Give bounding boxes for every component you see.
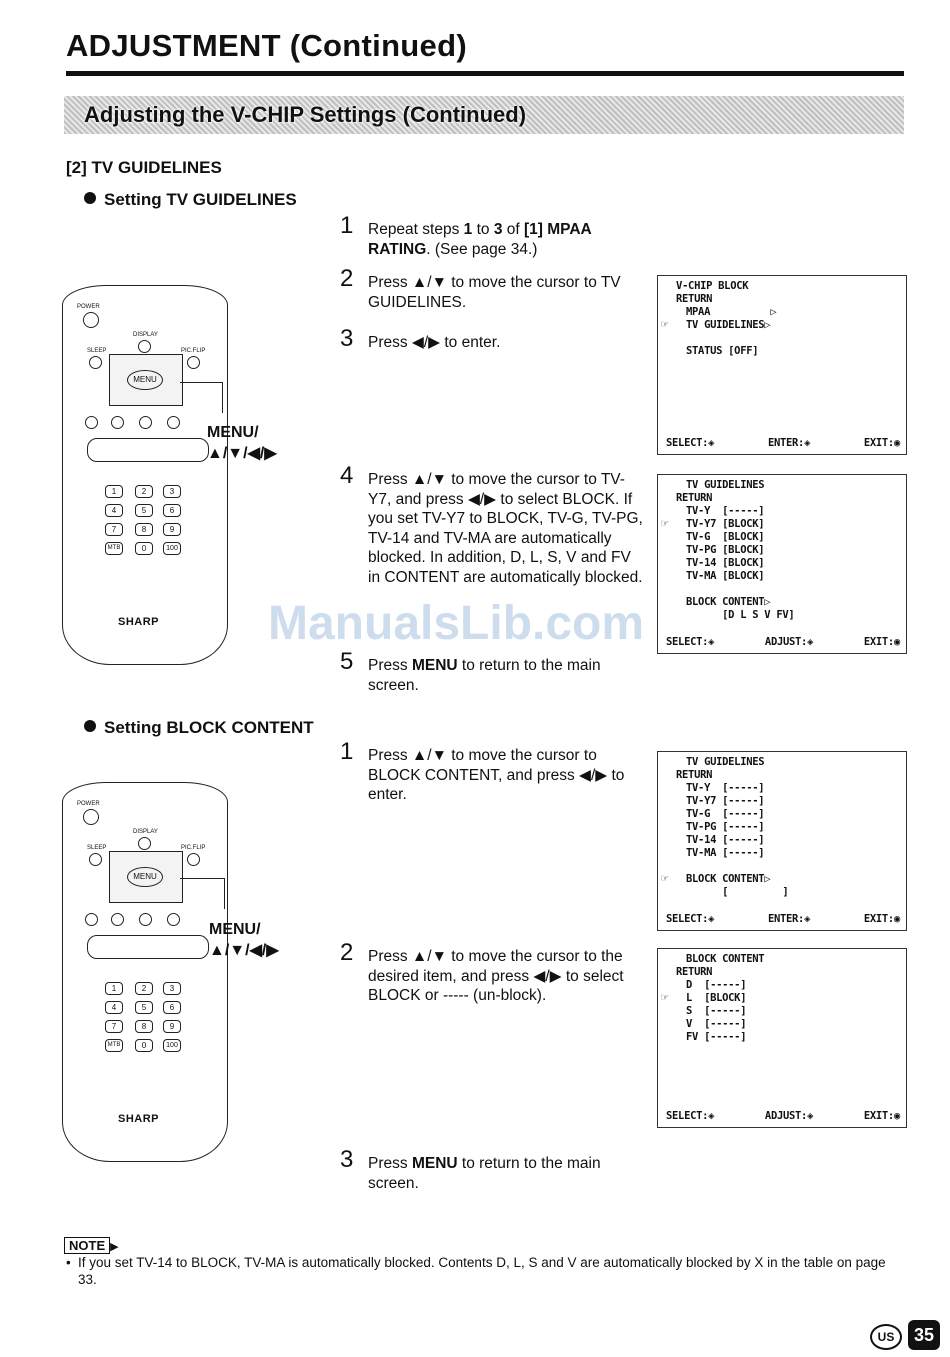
callout-arrows: ▲/▼/◀/▶ [209, 942, 279, 959]
osd-footer [666, 437, 900, 450]
brand-logo: SHARP [118, 1113, 160, 1125]
key-0: 0 [135, 542, 153, 555]
step-number: 3 [340, 1146, 354, 1173]
title-divider [66, 71, 904, 76]
step-5 [340, 648, 643, 695]
remote-callout-label [209, 919, 279, 961]
step-text: to [472, 221, 494, 238]
remote-control-illustration [62, 285, 228, 665]
volume-channel-rocker [87, 935, 209, 959]
key-8: 8 [135, 523, 153, 536]
step-2 [340, 265, 643, 312]
osd-item: TV-PG [-----] [686, 821, 765, 833]
key-4: 4 [105, 1001, 123, 1014]
osd-item: TV-14 [BLOCK] [686, 557, 765, 569]
display-label: DISPLAY [133, 829, 158, 835]
callout-menu: MENU/ [207, 424, 259, 441]
key-5: 5 [135, 1001, 153, 1014]
callout-arrows: ▲/▼/◀/▶ [207, 445, 277, 462]
power-button [83, 312, 99, 328]
tv-video-button [167, 416, 180, 429]
osd-select: SELECT:◈ [666, 437, 715, 449]
osd-item: TV-PG [BLOCK] [686, 544, 765, 556]
osd-adjust: ADJUST:◈ [764, 636, 814, 648]
block-step-2 [340, 939, 638, 1006]
osd-footer [666, 913, 900, 926]
sleep-label: SLEEP [87, 845, 107, 851]
osd-return: RETURN [676, 966, 713, 978]
key-mtb: MTB [105, 1039, 123, 1052]
osd-item: [D L S V FV] [686, 609, 795, 621]
step-number: 1 [340, 738, 354, 765]
cursor-icon: ☞ [661, 871, 668, 885]
display-button [138, 340, 151, 353]
osd-title: BLOCK CONTENT [686, 953, 765, 965]
key-5: 5 [135, 504, 153, 517]
key-4: 4 [105, 504, 123, 517]
step-text: Press ▲/▼ to move the cursor to TV GUIDELINES. [368, 274, 621, 311]
note-badge: NOTE [64, 1237, 110, 1254]
key-2: 2 [135, 485, 153, 498]
osd-item: TV-Y7 [-----] [686, 795, 765, 807]
section-banner [64, 96, 904, 134]
volume-channel-rocker [87, 438, 209, 462]
remote-callout-label [207, 422, 277, 464]
note-header [64, 1237, 119, 1255]
osd-exit: EXIT:◉ [863, 913, 900, 925]
page-title: ADJUSTMENT (Continued) [66, 28, 467, 63]
step-4 [340, 462, 643, 587]
cursor-icon: ☞ [661, 516, 668, 530]
osd-return: RETURN [676, 492, 713, 504]
key-6: 6 [163, 1001, 181, 1014]
step-ref: 1 [463, 221, 473, 238]
subheading-text: Setting TV GUIDELINES [104, 190, 297, 209]
step-text: . (See page 34.) [426, 240, 538, 258]
osd-item: TV-MA [BLOCK] [686, 570, 765, 582]
sleep-button [89, 853, 102, 866]
osd-tv-guidelines [657, 474, 907, 654]
cc-button [139, 913, 152, 926]
step-ref: 3 [493, 221, 503, 238]
step-text: Repeat steps [368, 221, 464, 238]
menu-key: MENU [127, 370, 163, 390]
step-ref: MENU [411, 657, 458, 674]
osd-item: TV-MA [-----] [686, 847, 765, 859]
picflip-button [187, 853, 200, 866]
key-9: 9 [163, 523, 181, 536]
step-text: to return to the main screen. [368, 657, 601, 694]
key-3: 3 [163, 982, 181, 995]
subheading-setting-block-content [84, 718, 314, 738]
step-text: Press [368, 657, 412, 674]
key-6: 6 [163, 504, 181, 517]
osd-select: SELECT:◈ [666, 1110, 715, 1122]
note-text: If you set TV-14 to BLOCK, TV-MA is automatically blocked. Contents D, L, S and V are automatically blocked by X in the table on page 33. [78, 1255, 886, 1287]
osd-item: FV [-----] [686, 1031, 747, 1043]
display-button [138, 837, 151, 850]
callout-line [180, 878, 225, 909]
osd-tv-guidelines-unblocked [657, 751, 907, 931]
step-number: 5 [340, 648, 354, 675]
osd-footer [666, 636, 900, 649]
osd-block-content [657, 948, 907, 1128]
cursor-icon: ☞ [661, 990, 668, 1004]
note-arrow-icon: ▶ [110, 1241, 119, 1253]
power-button [83, 809, 99, 825]
power-label: POWER [77, 304, 100, 310]
step-number: 2 [340, 265, 354, 292]
step-number: 4 [340, 462, 354, 489]
key-mtb: MTB [105, 542, 123, 555]
sleep-label: SLEEP [87, 348, 107, 354]
osd-item: TV-Y [-----] [686, 505, 765, 517]
key-100: 100 [163, 1039, 181, 1052]
step-number: 1 [340, 212, 354, 239]
page-number: 35 [908, 1320, 940, 1350]
osd-item: V [-----] [686, 1018, 747, 1030]
picflip-label: PIC.FLIP [181, 348, 206, 354]
osd-adjust: ADJUST:◈ [764, 1110, 814, 1122]
key-2: 2 [135, 982, 153, 995]
step-text: of [502, 221, 524, 238]
subheading-setting-tv-guidelines [84, 190, 297, 210]
step-text: Press ▲/▼ to move the cursor to the desired item, and press ◀/▶ to select BLOCK or ----- (un-block). [368, 948, 624, 1004]
key-1: 1 [105, 485, 123, 498]
callout-line [180, 382, 223, 413]
menu-key: MENU [127, 867, 163, 887]
section-heading: [2] TV GUIDELINES [66, 158, 222, 177]
osd-footer [666, 1110, 900, 1123]
picflip-label: PIC.FLIP [181, 845, 206, 851]
step-text: Press ◀/▶ to enter. [368, 334, 501, 351]
key-1: 1 [105, 982, 123, 995]
step-ref: MENU [411, 1155, 458, 1172]
step-number: 3 [340, 325, 354, 352]
key-7: 7 [105, 523, 123, 536]
display-label: DISPLAY [133, 332, 158, 338]
osd-title: V-CHIP BLOCK [676, 280, 749, 292]
osd-item: TV-Y [-----] [686, 782, 765, 794]
osd-exit: EXIT:◉ [863, 1110, 900, 1122]
osd-title: TV GUIDELINES [686, 756, 765, 768]
step-1 [340, 212, 648, 259]
block-step-3 [340, 1146, 643, 1193]
freeze-button [111, 913, 124, 926]
osd-title: TV GUIDELINES [686, 479, 765, 491]
osd-select: SELECT:◈ [666, 636, 715, 648]
picflip-button [187, 356, 200, 369]
note-item [66, 1254, 900, 1288]
mute-button [85, 416, 98, 429]
bullet-icon [84, 192, 96, 204]
osd-return: RETURN [676, 293, 713, 305]
step-3 [340, 325, 643, 353]
callout-menu: MENU/ [209, 921, 261, 938]
block-step-1 [340, 738, 643, 805]
osd-status: STATUS [OFF] [686, 345, 759, 357]
osd-item: BLOCK CONTENT▷ [686, 596, 771, 608]
osd-item: L [BLOCK] [686, 992, 747, 1004]
cc-button [139, 416, 152, 429]
osd-item: TV-Y7 [BLOCK] [686, 518, 765, 530]
osd-item: S [-----] [686, 1005, 747, 1017]
key-9: 9 [163, 1020, 181, 1033]
osd-enter: ENTER:◈ [767, 913, 811, 925]
osd-item: TV-14 [-----] [686, 834, 765, 846]
bullet-icon: • [66, 1255, 71, 1270]
osd-item: [ ] [686, 886, 789, 898]
key-0: 0 [135, 1039, 153, 1052]
key-100: 100 [163, 542, 181, 555]
watermark: ManualsLib.com [268, 597, 645, 650]
key-8: 8 [135, 1020, 153, 1033]
power-label: POWER [77, 801, 100, 807]
freeze-button [111, 416, 124, 429]
section-banner-title: Adjusting the V-CHIP Settings (Continued) [84, 102, 527, 127]
step-text: to return to the main screen. [368, 1155, 601, 1192]
step-text: Press ▲/▼ to move the cursor to TV-Y7, and press ◀/▶ to select BLOCK. If you set TV-Y7 to BLOCK, TV-G, TV-PG, TV-14 and TV-MA are automatically blocked. In addition, D, L, S, V and FV in CONTENT are automatically blocked. [368, 471, 643, 586]
bullet-icon [84, 720, 96, 732]
osd-enter: ENTER:◈ [767, 437, 811, 449]
tv-video-button [167, 913, 180, 926]
step-number: 2 [340, 939, 354, 966]
step-ref: [1] MPAA RATING [368, 221, 592, 258]
step-text: Press [368, 1155, 412, 1172]
cursor-icon: ☞ [661, 317, 668, 331]
osd-item: TV-G [-----] [686, 808, 765, 820]
remote-control-illustration [62, 782, 228, 1162]
osd-select: SELECT:◈ [666, 913, 715, 925]
step-text: Press ▲/▼ to move the cursor to BLOCK CONTENT, and press ◀/▶ to enter. [368, 747, 625, 803]
osd-item: D [-----] [686, 979, 747, 991]
sleep-button [89, 356, 102, 369]
osd-return: RETURN [676, 769, 713, 781]
region-badge: US [870, 1324, 902, 1350]
osd-vchip-block [657, 275, 907, 455]
mute-button [85, 913, 98, 926]
osd-exit: EXIT:◉ [863, 636, 900, 648]
osd-item: MPAA ▷ [686, 306, 777, 318]
osd-item: TV-G [BLOCK] [686, 531, 765, 543]
osd-exit: EXIT:◉ [863, 437, 900, 449]
osd-item: TV GUIDELINES▷ [686, 319, 771, 331]
key-3: 3 [163, 485, 181, 498]
brand-logo: SHARP [118, 616, 160, 628]
subheading-text: Setting BLOCK CONTENT [104, 718, 314, 737]
key-7: 7 [105, 1020, 123, 1033]
osd-item: BLOCK CONTENT▷ [686, 873, 771, 885]
